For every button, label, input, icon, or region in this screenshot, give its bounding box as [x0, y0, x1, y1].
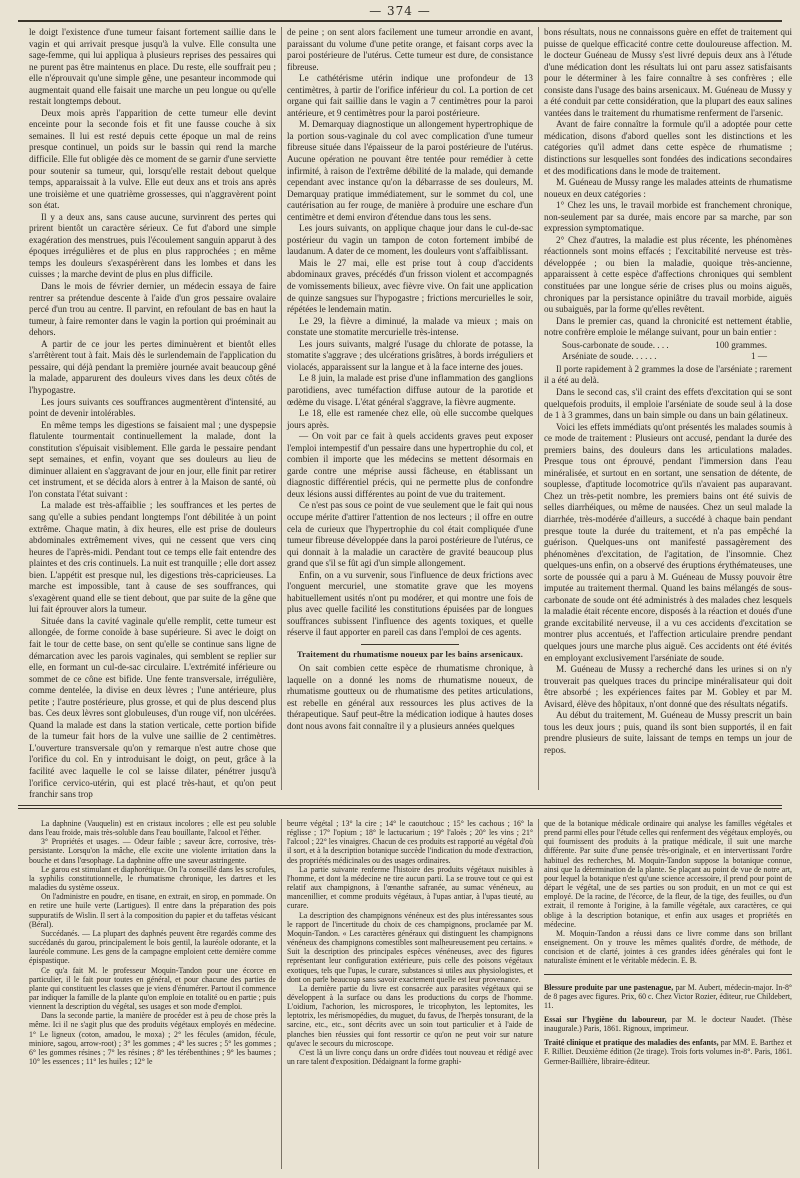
page-number: — 374 — [369, 4, 431, 18]
paragraph: En même temps les digestions se faisaient mal ; une dyspepsie flatulente tourmentait continuellement la malade, dont la constitution s'épuisait visiblement. Elle garda le pessaire pendant sept semaines, et enfin, voyant que ses douleurs au lieu de diminuer allaient en s'aggravant de jour en jour, elle finit par retirer cet instrument, et se décida alors à entrer à la Maison de santé, où l'on constata l'état suivant : [29, 419, 276, 499]
formula-item: Arséniate de soude. . . . . . [562, 351, 657, 362]
bibliography-details: par M. le docteur Naudet. (Thèse inaugurale.) Paris, 1861. Rignoux, imprimeur. [544, 1014, 792, 1034]
lower-column-2 [287, 819, 533, 1169]
paragraph: Deux mois après l'apparition de cette tumeur elle devint enceinte pour la seconde fois et fit une fausse couche à six semaines. Il lui est resté depuis cette époque un mal de reins presque continuel, un poids sur le bassin qui rend la marche difficile. Elle fut obligée dès ce moment de se garnir d'une serviette pour soutenir sa tumeur, qui, lorsqu'elle restait debout quelque temps, apparaissait à la vulve. Elle eut deux ans et trois ans après une troisième et une quatrième grossesses, qui n'aggravèrent point son état. [29, 107, 276, 211]
paragraph: Il porte rapidement à 2 grammes la dose de l'arséniate ; rarement il a été au delà. [544, 363, 793, 386]
paragraph: La partie suivante renferme l'histoire des produits végétaux nuisibles à l'homme, et dont la médecine ne tire aucun parti. La se trouve tout ce qui est relatif aux champignons, à l'œnanthe safranée, au sumac vénéneux, au mancenillier, et comme produits végétaux, à l'upas antiar, à l'upas tieuté, au curare. [287, 864, 533, 911]
header-rule [18, 20, 782, 22]
bibliography-title: Traité clinique et pratique des maladies des enfants, [544, 1038, 719, 1048]
paragraph: Dans le premier cas, quand la chronicité est nettement établie, notre confrère emploie le mélange suivant, pour un bain entier : [544, 315, 792, 338]
formula-quantity: 100 grammes. [715, 339, 767, 350]
paragraph: 3° Propriétés et usages. — Odeur faible ; saveur âcre, corrosive, très-persistante. Lorsqu'on la mâche, elle excite une violente irritation dans la bouche et dans l'œsophage. La daphnine offre une saveur astringente. [29, 837, 276, 865]
paragraph: La daphnine (Vauquelin) est en cristaux incolores ; elle est peu soluble dans l'eau froide, mais très-soluble dans l'eau bouillante, l'alcool et l'éther. [29, 819, 276, 838]
paragraph: beurre végétal ; 13° la cire ; 14° le caoutchouc ; 15° les cachous ; 16° la réglisse ; 17° l'opium ; 18° le lactucarium ; 19° l'aloès ; 20° les vins ; 21° l'alcool ; 22° les vinaigres. Chacun de ces produits est rapporté au végétal d'où il sort, et à la description botanique succède l'indication du mode d'extraction, des propriétés médicinales ou des usages ordinaires. [287, 819, 533, 865]
upper-column-1 [29, 27, 276, 800]
paragraph: A partir de ce jour les pertes diminuèrent et bientôt elles s'arrêtèrent tout à fait. Mais dès le surlendemain de l'application du pessaire, qui déjà pendant la première journée avait beaucoup gêné la malade, apparurent des douleurs vives dans les deux côtés de l'hypogastre. [29, 338, 276, 395]
bibliography-entry [544, 983, 792, 1010]
paragraph: On l'administre en poudre, en tisane, en extrait, en sirop, en pommade. On en retire une huile verte (Lartigues). Il entre dans la préparation des pois suppuratifs de Wislin. Il sert à la composition du papier et du taffetas vésicant (Béral). [29, 892, 276, 929]
paragraph: Ce qu'a fait M. le professeur Moquin-Tandon pour une écorce en particulier, il le fait pour toutes en général, et pour chacune des parties de plante qui constituent les classes que je viens d'énumérer. Partout il commence par indiquer la famille de la plante qu'on emploie en totalité ou en partie ; puis viennent la description du végétal, ses usages et son mode d'emploi. [29, 965, 276, 1012]
paragraph: Dans la seconde partie, la manière de procéder est à peu de chose près la même. Ici il ne s'agit plus que des produits végétaux employés en médecine. 1° Le ligneux (coton, amadou, le moxa) ; 2° les fécules (amidon, fécule, miniore, sagou, arrow-root) ; 3° les gommes ; 4° les sucres ; 5° les gommes ; 6° les gommes résines ; 7° les résines ; 8° les térébenthines ; 9° les baumes ; 10° les essences ; 11° les huiles ; 12° le [29, 1011, 276, 1067]
paragraph: Le 18, elle est ramenée chez elle, où elle succombe quelques jours après. [287, 408, 533, 430]
bibliography-list [544, 983, 792, 1066]
paragraph: Dans le second cas, s'il craint des effets d'excitation qui se sont quelquefois produits, il emploie l'arséniate de soude seul à la dose de 1 à 3 grammes, dans un bain simple ou dans un bain gélatineux. [544, 386, 792, 421]
formula-quantity: 1 — [751, 351, 767, 362]
paragraph: de peine ; on sent alors facilement une tumeur arrondie en avant, paraissant du volume d'une petite orange, et faisant corps avec la paroi postérieure de l'utérus. Cette tumeur est dure, de consistance fibreuse. [287, 27, 533, 72]
paragraph: La malade est très-affaiblie ; les souffrances et les pertes de sang qu'elle a subies pendant longtemps l'ont débilitée à un point extrême. Chaque matin, à dix heures, elle est prise de douleurs abdominales extrêmement vives, qui ne cessent que vers cinq heures de l'après-midi. Pendant tout ce temps elle fait entendre des plaintes et des cris continuels. La nuit est tranquille ; elle dort assez bien. L'appétit est presque nul, les digestions très-capricieuses. La marche est impossible, tant à cause de ses souffrances, qui s'exagèrent quand elle se tient debout, que par suite de la gêne que lui fait éprouver alors la tumeur. [29, 500, 276, 615]
lower-column-1 [29, 819, 276, 1169]
upper-column-3 [544, 27, 792, 790]
upper-column-2 [287, 27, 533, 790]
column-divider [281, 27, 282, 790]
bibliography-details: par M. Aubert, médecin-major. In-8° de 8 pages avec figures. Prix, 60 c. Chez Victor Rozier, éditeur, rue Childebert, 11. [544, 982, 792, 1010]
section-heading: Traitement du rhumatisme noueux par les bains arsenicaux. [296, 649, 524, 659]
paragraph: Il y a deux ans, sans cause aucune, survinrent des pertes qui prirent bientôt un caractère sérieux. Ce fut d'abord une simple exagération des menstrues, puis l'écoulement sanguin apparut à des époques irrégulières et de plus en plus rapprochées ; en même temps les douleurs s'exaspérèrent dans les lombes et dans les cuisses ; la marche devint de plus en plus difficile. [29, 211, 276, 280]
paragraph: Les jours suivants, on applique chaque jour dans le cul-de-sac postérieur du vagin un tampon de coton fortement imbibé de laudanum. A dater de ce moment, les douleurs vont s'affaiblissant. [287, 223, 533, 257]
paragraph: Les jours suivants, malgré l'usage du chlorate de potasse, la stomatite s'aggrave ; des ulcérations grisâtres, à bords irréguliers et violacés, apparaissent sur la langue et à la face interne des joues. [287, 338, 533, 372]
paragraph: M. Guéneau de Mussy range les malades atteints de rhumatisme noueux en deux catégories : [544, 177, 792, 199]
bibliography-entry [544, 1038, 792, 1065]
paragraph: Voici les effets immédiats qu'ont présentés les malades soumis à ce mode de traitement : Plusieurs ont accusé, pendant la durée des premiers bains, des douleurs dans les articulations malades. Presque tous ont éprouvé, pendant l'immersion dans l'eau minéralisée, et surtout en en sortant, une sensation de détente, de souplesse, d'aptitude locomotrice qu'ils n'avaient pas auparavant. Chez un très-petit nombre, les premiers bains ont été suivis de selles diarrhéiques, ou même de nausées. Chez un seul malade la diarrhée, très-modérée d'ailleurs, a succédé à chaque bain pendant presque toute la durée du traitement, et n'a pas empêché la guérison. Quelques-uns ont manifesté passagèrement des phénomènes d'excitation, de l'agitation, de l'insomnie. Chez quelques-uns enfin, on a observé des éruptions érythémateuses, une sorte de poussée qui a paru à M. Guéneau de Mussy pouvoir être imputée au traitement thermal. Quand les bains mélangés de sous-carbonate de soude ont été administrés à des malades chez lesquels la maladie était récente encore, disposés à la réaction et doués d'une grande excitabilité nerveuse, il a vu ces accidents d'excitation se montrer plus accentués, et l'affection articulaire prendre pendant quelques jours une marche plus aiguë. Ces accidents ont été évités en employant exclusivement l'arséniate de soude. [544, 421, 792, 663]
paragraph: que de la botanique médicale ordinaire qui analyse les familles végétales et prend parmi elles pour l'étude celles qui renferment des végétaux employés, ou qui fournissent des produits à la pratique médicale, il suit une marche différente. Par suite d'une pensée très-originale, et en intervertissant l'ordre habituel des recherches, M. Moquin-Tandon suppose la botanique connue, ainsi que la détermination de la plante. Se plaçant au point de vue de notre art, pour lequel la botanique n'est qu'une science accessoire, il prend pour point de départ le végétal, une de ses parties ou son produit, en un mot ce qui est employé. De la racine, de l'écorce, de la fleur, de la tige, des feuilles, ou d'un extrait, il remonte à l'origine, à la famille végétale, aux caractères, ce qui oblige à la description botanique, et enfin aux usages et propriétés en médecine. [544, 819, 792, 929]
formula-row [562, 340, 767, 352]
paragraph: M. Guéneau de Mussy a recherché dans les urines si on n'y trouverait pas quelques traces du principe minéralisateur qui doit être absorbé ; les expériences faites par M. Gobley et par M. Avisard, élève des hôpitaux, n'ont donné que des résultats négatifs. [544, 664, 792, 709]
paragraph: bons résultats, nous ne connaissons guère en effet de traitement qui puisse de quelque efficacité contre cette douloureuse affection. M. le docteur Guéneau de Mussy s'est livré depuis deux ans à l'étude d'une médication dont les résultats lui ont paru assez satisfaisants pour le déterminer à les faire connaître à ses confrères ; elle consiste dans l'usage des bains arsenicaux. M. Guéneau de Mussy y a été conduit par cette considération, que la plupart des eaux salines vantées dans le traitement du rhumatisme renferment de l'arsenic. [544, 27, 792, 118]
formula-item: Sous-carbonate de soude. . . . [562, 339, 669, 350]
section-rule [18, 805, 782, 806]
column-divider [538, 27, 539, 790]
paragraph: Dans le mois de février dernier, un médecin essaya de faire rentrer sa prétendue descente à l'aide d'un gros pessaire ovalaire percé d'un trou au centre. Il parvint, en refoulant de bas en haut la tumeur, à faire remonter dans le vagin la portion qui proéminait au dehors. [29, 281, 276, 338]
paragraph: le doigt l'existence d'une tumeur faisant fortement saillie dans le vagin et qui arrivait presque jusqu'à la vulve. Elle consulta une sage-femme, qui lui appliqua à plusieurs reprises des pessaires qui ne purent pas être maintenus en place. Du reste, elle souffrait peu ; elle n'éprouvait qu'une simple gêne, une pesanteur incommode qui augmentait quand elle faisait une marche un peu longue ou qu'elle restait longtemps debout. [29, 27, 276, 107]
bibliography-title: Essai sur l'hygiène du laboureur, [544, 1014, 667, 1024]
paragraph: Le cathétérisme utérin indique une profondeur de 13 centimètres, à partir de l'orifice inférieur du col. La portion de cet organe qui fait saillie dans le vagin a 7 centimètres pour la paroi antérieure, et 9 centimètres pour la paroi postérieure. [287, 73, 533, 118]
paragraph: C'est là un livre conçu dans un ordre d'idées tout nouveau et rédigé avec un rare talent d'exposition. Dédaignant la forme graphi- [287, 1047, 533, 1067]
paragraph: Située dans la cavité vaginale qu'elle remplit, cette tumeur est allongée, de forme conoïde à base supérieure. Si avec le doigt on fait le tour de cette base, on sent qu'elle se continue sans ligne de démarcation avec les parois vaginales, qui semblent se replier sur elle, en formant un cul-de-sac circulaire. L'extrémité inférieure ou sommet de ce cône est bifide. Une fente transversale, irrégulière, comme dentelée, la divise en deux lèvres ; l'une antérieure, plus petite ; l'autre postérieure, plus grosse, et qui de plus descend plus bas. Ces deux lèvres sont globuleuses, d'un rouge vif, non ulcérées. Quand la malade est dans la station verticale, cette portion bifide de la tumeur fait hors de la vulve une saillie de 2 centimètres. L'ouverture transversale qu'on y remarque n'est autre chose que l'orifice du col. En y introduisant le doigt, on peut, grâce à la facilité avec laquelle le col se laisse dilater, pénétrer jusqu'à l'orifice cervico-utérin, qui est placé très-haut, et qu'on peut franchir sans trop [29, 615, 276, 800]
bibliography-entry [544, 1015, 792, 1033]
column-divider [281, 819, 282, 1169]
paragraph: Les jours suivants ces souffrances augmentèrent d'intensité, au point de devenir intolérables. [29, 396, 276, 419]
paragraph: 2° Chez d'autres, la maladie est plus récente, les phénomènes réactionnels sont moins effacés ; l'excitabilité nerveuse est très-développée ; ou bien la maladie, quoique très-ancienne, apparaissent à cette espèce d'affections chroniques qui semblent constituées par une longue série de crises plus ou moins aiguës, chroniques par la persistance opiniâtre du travail morbide, aiguës ou subaiguës, par la forme qu'elles revêtent. [544, 234, 792, 315]
bibliography-title: Blessure produite par une pastenague, [544, 982, 674, 992]
paragraph: On sait combien cette espèce de rhumatisme chronique, à laquelle on a donné les noms de rhumatisme noueux, de rhumatisme goutteux ou de rhumatisme des petites articulations, est rebelle en général aux ressources les plus actives de la thérapeutique. Sauf peut-être la médication iodique à hautes doses dont nous avons fait connaître il y a plusieurs années quelques [287, 662, 533, 731]
paragraph: Ce n'est pas sous ce point de vue seulement que le fait qui nous occupe mérite d'attirer l'attention de nos lecteurs ; il offre en outre cela de curieux que l'hypertrophie du col était compliquée d'une tumeur fibreuse développée dans la paroi postérieure de l'utérus, ce qui donnait à la maladie un caractère de gravité beaucoup plus grand que s'il se fût agi d'un simple allongement. [287, 500, 533, 569]
lower-column-3 [544, 819, 792, 1169]
bibliography-details: par MM. E. Barthez et F. Rilliet. Deuxième édition (2e tirage). Trois forts volumes in-8°. Paris, 1861. Germer-Baillière, libraire-éditeur. [544, 1038, 792, 1066]
paragraph: Le 8 juin, la malade est prise d'une inflammation des ganglions parotidiens, avec tuméfaction diffuse autour de la parotide et œdème du visage. L'état général s'aggrave, la fièvre augmente. [287, 373, 533, 407]
formula-table [562, 340, 792, 363]
paragraph: M. Moquin-Tandon a réussi dans ce livre comme dans son brillant enseignement. On y trouve les mêmes qualités d'ordre, de méthode, de concision et de clarté, jointes à ces grandes idées générales qui font le naturaliste éminent et le véritable médecin. E. B. [544, 928, 792, 966]
section-separator [544, 974, 792, 975]
section-rule [18, 808, 782, 809]
paragraph: Au début du traitement, M. Guéneau de Mussy prescrit un bain tous les deux jours ; puis, quand ils sont bien supportés, il en fait prendre plusieurs de suite, laissant de temps en temps un jour de repos. [544, 710, 792, 755]
paragraph: Le 29, la fièvre a diminué, la malade va mieux ; mais on constate une stomatite mercurielle très-intense. [287, 315, 533, 338]
formula-row [562, 351, 767, 363]
paragraph: Mais le 27 mai, elle est prise tout à coup d'accidents abdominaux graves, précédés d'un frisson violent et accompagnés de vomissements bilieux, avec fièvre vive. On fait une application de quinze sangsues sur l'hypogastre ; frictions mercurielles le soir, répétées le lendemain matin. [287, 257, 533, 315]
paragraph: La description des champignons vénéneux est des plus intéressantes sous le rapport de l'incertitude du choix de ces champignons, proclamée par M. Moquin-Tandon. « Les caractères généraux qui distinguent les champignons vénéneux des champignons comestibles sont malheureusement peu certains. » Suit la description des principales espèces vénéneuses, avec des figures représentant leur configuration extérieure, puis celle des poisons végétaux exotiques, tels que l'upas, le curare, substances si utiles aux physiologistes, et dont on parle beaucoup sans savoir exactement quelle est leur provenance. [287, 910, 533, 984]
column-divider [538, 819, 539, 1169]
paragraph: La dernière partie du livre est consacrée aux parasites végétaux qui se développent à la surface ou dans les productions du corps de l'homme. L'oidium, l'achorion, les microspores, le tricophyton, les leptomites, les leptotrix, les mérismopédies, du muguet, du favus, de l'herpès tonsurant, de la sarcine, etc., etc., sont décrits avec un soin tout particulier et à l'aide de planches bien réussies qui font ressortir ce qu'on ne peut voir sur nature qu'avec le secours du microscope. [287, 983, 533, 1048]
paragraph: 1° Chez les uns, le travail morbide est franchement chronique, non-seulement par sa durée, mais encore par sa marche, par son expression symptomatique. [544, 200, 792, 234]
paragraph: Enfin, on a vu survenir, sous l'influence de deux frictions avec l'onguent mercuriel, une stomatite grave que les moyens habituellement usités n'ont pu modérer, et qui montre une fois de plus avec quelle facilité les constitutions épuisées par de longues souffrances subissent l'influence des agents toxiques, et quelle réserve il faut apporter en pareil cas dans l'emploi de ces agents. [287, 569, 533, 638]
paragraph: Le garou est stimulant et diaphorétique. On l'a conseillé dans les scrofules, la syphilis constitutionnelle, le rhumatisme chronique, les dartres et les maladies du système osseux. [29, 864, 276, 893]
paragraph: — On voit par ce fait à quels accidents graves peut exposer l'emploi intempestif d'un pessaire dans une hypertrophie du col, et combien il importe que les médecins se mettent désormais en garde contre une méprise aussi fâcheuse, en établissant un diagnostic différentiel précis, qui ne permette plus de confondre deux lésions aussi différentes au point de vue du traitement. [287, 431, 533, 499]
paragraph: M. Demarquay diagnostique un allongement hypertrophique de la portion sous-vaginale du col avec complication d'une tumeur fibreuse située dans l'épaisseur de la paroi postérieure de l'utérus. Aucune opération ne pouvant être tentée pour remédier à cette infirmité, à raison de l'extrême débilité de la malade, qui demande cependant avec instance qu'on la débarrasse de ses douleurs, M. Demarquay pratique immédiatement, sur le sommet du col, une cautérisation au fer rouge, de manière à produire une eschare d'un centimètre et demi environ d'étendue dans tous les sens. [287, 119, 533, 222]
paragraph: Avant de faire connaître la formule qu'il a adoptée pour cette médication, disons d'abord quelles sont les distinctions et les catégories qu'il admet dans cette espèce de rhumatisme ; distinctions sur lesquelles sont fondées des indications secondaires et des modifications dans le mode de traitement. [544, 119, 792, 176]
section-separator [361, 644, 459, 645]
paragraph: Succédanés. — La plupart des daphnés peuvent être regardés comme des succédanés du garou, principalement le bois gentil, la lauréole odorante, et la lauréole commune. Les gens de la campagne emploient cette dernière comme épispastique. [29, 928, 276, 966]
